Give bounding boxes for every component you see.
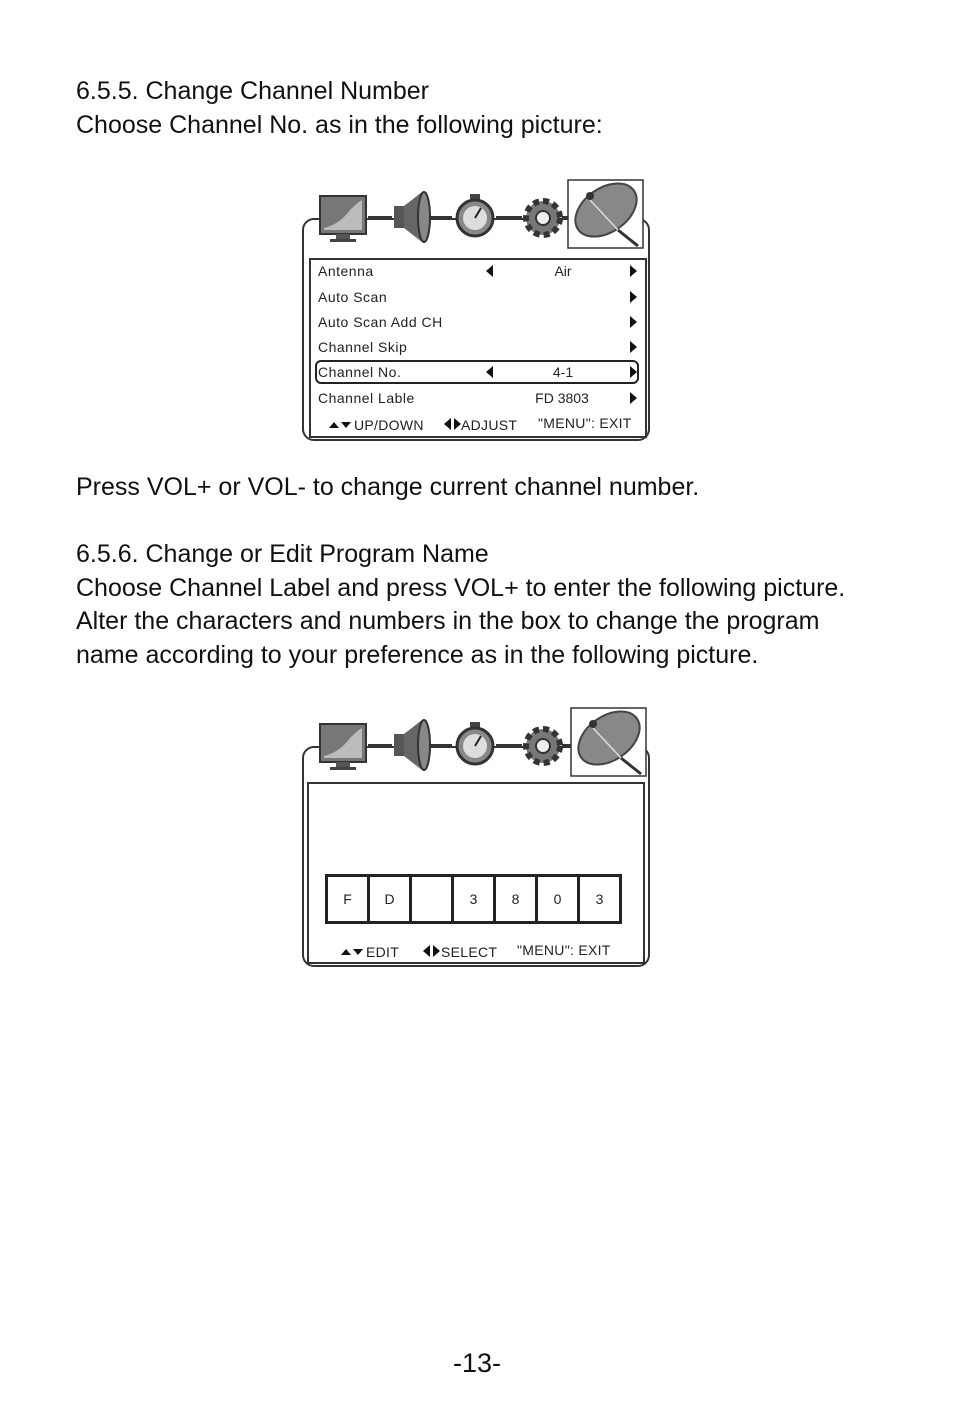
char-box[interactable] bbox=[412, 877, 451, 921]
channel-lable-value: FD 3803 bbox=[535, 390, 589, 406]
left-arrow-icon[interactable] bbox=[486, 366, 493, 378]
satellite-dish-icon bbox=[566, 178, 647, 248]
stopwatch-icon bbox=[457, 722, 493, 764]
char-box[interactable]: 3 bbox=[454, 877, 493, 921]
gear-icon bbox=[526, 201, 560, 235]
right-arrow-icon[interactable] bbox=[630, 366, 637, 378]
right-arrow-icon[interactable] bbox=[630, 265, 637, 277]
gear-icon bbox=[526, 729, 560, 763]
left-right-arrows-icon bbox=[444, 418, 462, 430]
osd-panel bbox=[309, 258, 647, 438]
section-1-text bbox=[76, 75, 603, 142]
osd-icon-bar bbox=[300, 706, 654, 781]
footer-updown: UP/DOWN bbox=[354, 417, 424, 433]
section-heading: 6.5.5. Change Channel Number bbox=[76, 77, 430, 105]
right-arrow-icon[interactable] bbox=[630, 316, 637, 328]
menu-item-antenna[interactable]: Antenna bbox=[318, 263, 374, 279]
char-box[interactable]: 8 bbox=[496, 877, 535, 921]
menu-item-channel-lable[interactable]: Channel Lable bbox=[318, 390, 415, 406]
right-arrow-icon[interactable] bbox=[630, 291, 637, 303]
section-line: name according to your preference as in the following picture. bbox=[76, 640, 759, 669]
channel-no-value: 4-1 bbox=[552, 364, 574, 380]
satellite-dish-icon bbox=[569, 706, 650, 776]
osd-panel bbox=[307, 782, 645, 964]
section-2-text bbox=[76, 538, 845, 672]
menu-item-channel-no[interactable]: Channel No. bbox=[318, 364, 402, 380]
label-char-boxes bbox=[325, 874, 622, 924]
char-box[interactable]: 3 bbox=[580, 877, 619, 921]
char-box[interactable]: F bbox=[328, 877, 367, 921]
vol-instruction: Press VOL+ or VOL- to change current channel number. bbox=[76, 473, 700, 501]
footer-edit: EDIT bbox=[366, 944, 400, 960]
char-box[interactable]: D bbox=[370, 877, 409, 921]
speaker-icon bbox=[394, 192, 430, 242]
osd-icon-bar bbox=[300, 178, 654, 253]
label-edit-screenshot bbox=[300, 706, 654, 970]
stopwatch-icon bbox=[457, 194, 493, 236]
footer-exit: "MENU": EXIT bbox=[517, 942, 611, 958]
up-down-arrows-icon bbox=[329, 420, 353, 430]
speaker-icon bbox=[394, 720, 430, 770]
footer-exit: "MENU": EXIT bbox=[538, 415, 632, 431]
menu-item-auto-scan-add-ch[interactable]: Auto Scan Add CH bbox=[318, 314, 443, 330]
page-number: -13- bbox=[452, 1348, 501, 1378]
char-box[interactable]: 0 bbox=[538, 877, 577, 921]
left-arrow-icon[interactable] bbox=[486, 265, 493, 277]
section-line: Choose Channel Label and press VOL+ to enter the following picture. bbox=[76, 573, 846, 602]
monitor-icon bbox=[320, 724, 366, 770]
right-arrow-icon[interactable] bbox=[630, 392, 637, 404]
menu-item-auto-scan[interactable]: Auto Scan bbox=[318, 289, 388, 305]
footer-select: SELECT bbox=[441, 944, 498, 960]
section-line: Alter the characters and numbers in the box to change the program bbox=[76, 607, 820, 635]
up-down-arrows-icon bbox=[341, 947, 365, 957]
menu-item-channel-skip[interactable]: Channel Skip bbox=[318, 339, 408, 355]
channel-menu-screenshot bbox=[300, 178, 654, 444]
section-intro: Choose Channel No. as in the following picture: bbox=[76, 110, 603, 139]
section-heading: 6.5.6. Change or Edit Program Name bbox=[76, 540, 489, 568]
left-right-arrows-icon bbox=[423, 945, 441, 957]
footer-adjust: ADJUST bbox=[461, 417, 518, 433]
antenna-value: Air bbox=[554, 263, 572, 279]
monitor-icon bbox=[320, 196, 366, 242]
right-arrow-icon[interactable] bbox=[630, 341, 637, 353]
section-1-after bbox=[76, 471, 699, 505]
